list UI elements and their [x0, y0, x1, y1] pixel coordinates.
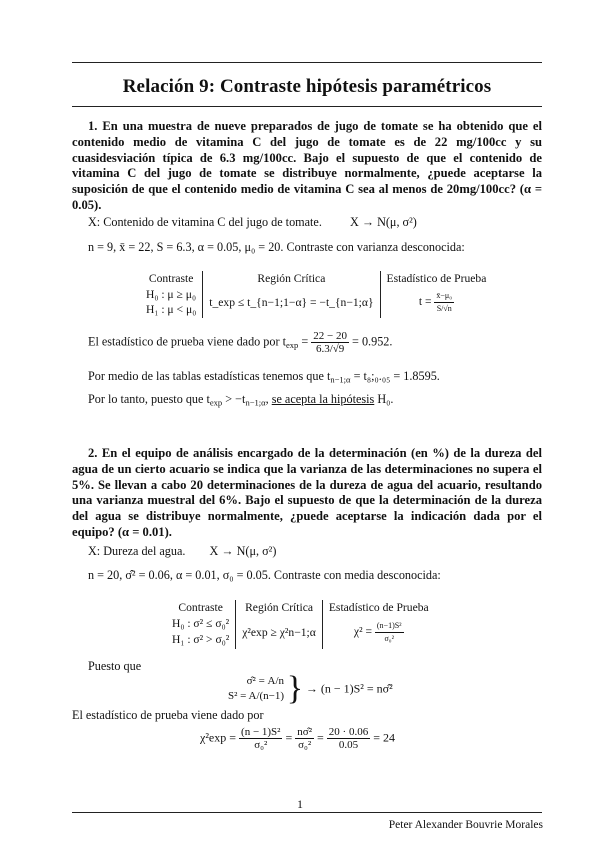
p2-sys-result: → (n − 1)S² = nσ̂²	[305, 681, 393, 696]
p2-f3	[327, 726, 370, 751]
p2-variable-line	[88, 544, 543, 559]
p1-distribution: X → N(μ, σ²)	[349, 215, 417, 229]
problem-2-text: En el equipo de análisis encargado de la determinación (en %) de la dureza del agua de un cierto acuario se indica que la varianza de las determinaciones no supera el 5%. Se llevan a cabo 20 determinaciones de la dureza de agua del acuario, resultando una varianza muestral del 6%. Bajo el supuesto de que la determinación de la dureza del agua se distribuye normalmente, ¿puede aceptarse la indicación dada por el equipo? (α = 0.01).	[72, 446, 542, 539]
title-rule	[72, 106, 542, 107]
p1-stat-eq-num: 22 − 20	[313, 330, 347, 342]
p2-since-label: Puesto que	[88, 659, 142, 673]
p1-data-line: n = 9, x̄ = 22, S = 6.3, α = 0.05, μ₀ = 20. Contraste con varianza desconocida:	[88, 240, 465, 254]
p2-h1: H₁ : σ² > σ₀²	[172, 633, 230, 646]
p1-stat-value: = 0.952.	[352, 334, 393, 349]
p2-header-statistic: Estadístico de Prueba	[322, 600, 434, 615]
p1-tables-text: Por medio de las tablas estadísticas tenemos que t	[88, 369, 331, 383]
p2-f2	[295, 726, 314, 751]
p2-f2-den: σ₀²	[298, 739, 312, 751]
p1-variable-def: X: Contenido de vitamina C del jugo de tomate.	[88, 215, 322, 229]
p1-stat-eq-fraction	[311, 330, 349, 355]
p1-tables-line: Por medio de las tablas estadísticas tenemos que $t_{n-1;\alpha}$ = t₈;₀.₀₅ = 1.8595.	[88, 369, 440, 385]
p1-stat-text: El estadístico de prueba viene dado por t	[88, 334, 286, 349]
p1-stat-sub: exp	[285, 339, 299, 350]
p1-stat-fraction	[434, 290, 454, 315]
p1-conclusion-accept: se acepta la hipótesis	[271, 392, 375, 406]
page-number: 1	[297, 797, 303, 811]
p1-test-table	[140, 271, 492, 318]
page-title: Relación 9: Contraste hipótesis paramétricos	[122, 76, 492, 97]
p2-test-table	[166, 600, 435, 649]
p2-f3-den: 0.05	[338, 739, 359, 751]
p2-h0: H₀ : σ² ≤ σ₀²	[172, 617, 230, 630]
problem-2-number: 2.	[88, 446, 98, 460]
p2-f3-num: 20 · 0.06	[328, 726, 369, 738]
p2-header-region: Región Crítica	[236, 600, 323, 615]
p1-stat-numerator: x̄−μ₀	[434, 290, 454, 303]
p1-stat-lhs: t =	[418, 294, 432, 308]
p1-header-statistic: Estadístico de Prueba	[380, 271, 492, 286]
p2-data-line: n = 20, σ̂² = 0.06, α = 0.01, σ₀ = 0.05. Contraste con media desconocida:	[88, 568, 441, 582]
p2-sys-eq2: S² = A/(n−1)	[228, 690, 285, 702]
p1-stat-denominator: S/√n	[436, 303, 452, 313]
p2-stat-text: El estadístico de prueba viene dado por	[72, 708, 264, 722]
p2-stat-denominator: σ₀²	[384, 633, 394, 643]
top-rule	[72, 62, 542, 63]
p2-chi-value: = 24	[373, 730, 395, 745]
p1-conclusion-h0: H₀.	[377, 392, 394, 406]
p2-chi-exp: χ²exp =	[200, 730, 237, 745]
p2-stat-lhs: χ² =	[353, 624, 372, 638]
p2-brace: }	[286, 670, 304, 707]
p1-statistic-line: El estadístico de prueba viene dado por $t_{exp}$ = $\frac{22 - 20}{6.3/√9}$ = 0.952.	[88, 330, 393, 355]
p2-critical-region: χ²exp ≥ χ²n−1;α	[236, 615, 323, 649]
p1-header-contrast: Contraste	[148, 272, 194, 285]
p1-critical-region: t_exp ≤ t_{n−1;1−α} = −t_{n−1;α}	[203, 286, 380, 318]
problem-2-statement	[72, 446, 542, 541]
p1-conclusion-pre: Por lo tanto, puesto que t	[88, 392, 210, 406]
p2-f2-num: nσ̂²	[297, 726, 312, 738]
p1-h0: H₀ : μ ≥ μ₀	[146, 288, 197, 301]
p2-stat-fraction	[375, 620, 404, 645]
p1-h1: H₁ : μ < μ₀	[146, 303, 197, 316]
p1-conclusion-line: Por lo tanto, puesto que $t_{exp} > -t_{n-1;\alpha}$, se acepta la hipótesis H₀.	[88, 392, 394, 408]
p1-variable-line	[88, 215, 543, 230]
p1-tables-value: = t₈;₀.₀₅ = 1.8595.	[353, 369, 440, 383]
p2-system	[228, 672, 393, 706]
footer-rule	[72, 812, 542, 813]
p1-conclusion-comma: ,	[265, 392, 269, 406]
p2-chi-line: χ²exp = $\frac{\text{(n − 1)S²}}{\text{σ₀²}}$ = $\frac{\text{nσ̂²}}{\text{σ₀²}}$ = $\frac{20 \cdot 0.06}{0.05}$ = 24	[200, 726, 395, 751]
p2-f1-num: (n − 1)S²	[241, 726, 281, 738]
p1-stat-eq-den: 6.3/√9	[315, 343, 345, 355]
p2-header-contrast: Contraste	[178, 601, 223, 614]
problem-1-number: 1.	[88, 119, 98, 133]
author-name: Peter Alexander Bouvrie Morales	[388, 819, 543, 831]
p2-distribution: X → N(μ, σ²)	[209, 544, 277, 558]
p2-variable-def: X: Dureza del agua.	[88, 544, 186, 558]
p1-header-region: Región Crítica	[203, 271, 380, 286]
p2-f1-den: σ₀²	[254, 739, 268, 751]
problem-1-statement	[72, 119, 542, 214]
p2-sys-eq1: σ̂² = A/n	[246, 675, 285, 687]
p2-f1	[239, 726, 282, 751]
p2-stat-numerator: (n−1)S²	[375, 620, 404, 633]
problem-1-text: En una muestra de nueve preparados de jugo de tomate se ha obtenido que el contenido medio de vitamina C del jugo de tomate es de 22 mg/100cc y su cuasidesviación típica de 6.3 mg/100cc. Bajo el supuesto de que el contenido de vitamina C del jugo de tomate se distribuye normalmente, ¿puede aceptarse la suposición de que el contenido medio de vitamina C sea al menos de 20mg/100cc? (α = 0.05).	[72, 119, 542, 212]
p1-conclusion-mid: > −t	[225, 392, 246, 406]
